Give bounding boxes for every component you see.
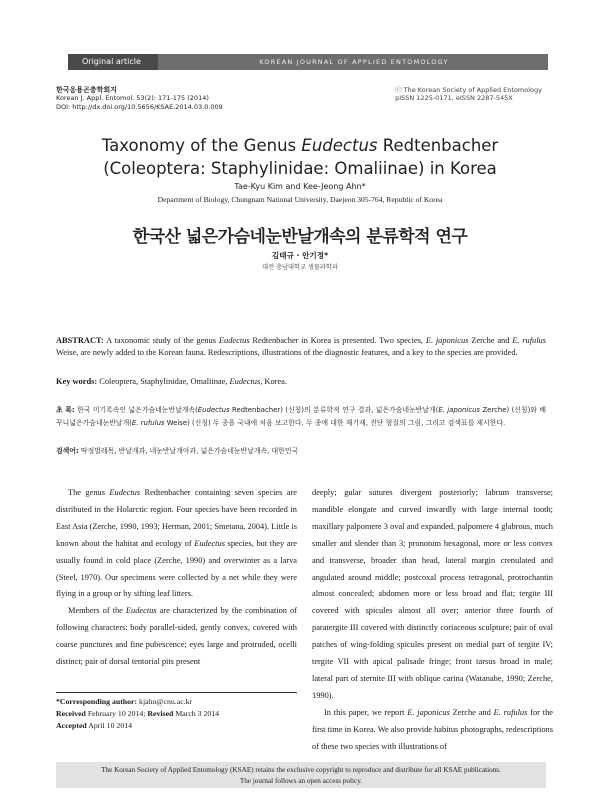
- journal-title-korean: 한국응용곤충학회지: [56, 86, 117, 94]
- korean-affiliation: 대전 충남대학교 생물과학과: [262, 264, 338, 271]
- genus-name: Eudectus: [229, 377, 261, 386]
- corresponding-email[interactable]: kjahn@cnu.ac.kr: [137, 697, 193, 706]
- body-column-left: [56, 485, 297, 671]
- title-line-2: (Coleoptera: Staphylinidae: Omaliinae) in Korea: [103, 159, 497, 178]
- body-text: Zerche and: [449, 707, 494, 717]
- korean-abstract-text: 한국 미기록속인 넓은가슴네눈반날개속(: [74, 406, 198, 414]
- paragraph: deeply; gular sutures divergent posteriorly; labrum transverse; mandible elongate and curved inwardly with large internal tooth; maxillary palpomere 3 oval and expanded, palpomere 4 glabrous, much smaller and slender than 3; pronotum hexagonal, more or less convex and transverse, broader than head, lateral margin crenulated and angulated around middle; postcoxal process tetragonal, protrochantin almost concealed; abdomen more or less broad and flat; tergite III covered with spicules almost all over; anterior three fourth of paratergite III covered with distinctly coriaceous sculpture; pair of oval patches of wing-folding spicules present on medial part of tergite IV; tergite VII with apical palisade fringe; front tarsus broad in male; lateral part of sternite III with oblique carina (Watanabe, 1990; Zerche, 1990).: [312, 488, 553, 700]
- korean-abstract-text: Zerche) (신칭)와 배꾸니넓은가슴네눈반날개(: [56, 406, 546, 427]
- footnote-divider: [56, 692, 297, 693]
- revised-label: Revised: [147, 709, 174, 718]
- species-name: E. rufulus: [512, 336, 546, 345]
- keywords-label: Key words:: [56, 377, 98, 386]
- copyright-society: ⓒ The Korean Society of Applied Entomology: [395, 86, 542, 94]
- title-text: Redtenbacher: [377, 136, 499, 155]
- corresponding-author-label: *Corresponding author:: [56, 697, 138, 706]
- abstract-text: Redtenbacher in Korea is presented. Two species,: [249, 336, 426, 345]
- journal-name-header: KOREAN JOURNAL OF APPLIED ENTOMOLOGY: [259, 58, 449, 66]
- copyright-line: The Korean Society of Applied Entomology (KSAE) retains the exclusive copyright to reproduce and distribute for all KSAE publications.: [101, 766, 501, 774]
- paragraph: [56, 485, 297, 603]
- species-name: E. japonicus: [438, 406, 481, 414]
- species-name: E. japonicus: [407, 707, 450, 717]
- paragraph: [312, 705, 553, 756]
- korean-abstract-label: 초 록:: [56, 406, 75, 414]
- abstract: [56, 335, 546, 358]
- genus-name: Eudectus: [218, 336, 250, 345]
- affiliation: Department of Biology, Chungnam National University, Daejeon 305-764, Republic of Korea: [157, 195, 443, 204]
- body-text: Members of the: [68, 606, 126, 616]
- keywords: [56, 376, 546, 387]
- revised-date: March 3 2014: [173, 709, 220, 718]
- open-access-line: The journal follows an open access policy.: [239, 777, 363, 785]
- citation: Korean J. Appl. Entomol. 53(2): 171-175 (2014): [56, 94, 209, 103]
- body-text: species, but they are usually found in cold place (Zerche, 1990) and overwinter as a larva (Steel, 1970). Our specimens were collected by a net while they were flying in a group or by sifting leaf litters.: [56, 538, 297, 599]
- korean-keywords-text: 딱정벌레목, 반날개과, 네눈반날개아과, 넓은가슴네눈반날개속, 대한민국: [78, 447, 299, 455]
- body-text: The genus: [68, 488, 110, 497]
- abstract-text: Zerche and: [468, 336, 513, 345]
- korean-title: 한국산 넓은가슴네눈반날개속의 분류학적 연구: [132, 227, 468, 247]
- korean-abstract: [56, 404, 546, 430]
- abstract-label: ABSTRACT:: [56, 336, 104, 345]
- keywords-text: Coleoptera, Staphylinidae, Omaliinae,: [97, 377, 230, 386]
- species-name: E. japonicus: [425, 336, 469, 345]
- species-name: E. rufulus: [131, 419, 165, 427]
- species-name: E. rufulus: [493, 707, 528, 717]
- authors: Tae-Kyu Kim and Kee-Jeong Ahn*: [234, 182, 366, 191]
- korean-keywords-label: 검색어:: [56, 447, 79, 455]
- article-type-tab: Original article: [68, 54, 158, 70]
- korean-keywords: [56, 446, 546, 457]
- title-genus: Eudectus: [301, 136, 378, 155]
- doi-link[interactable]: DOI: http://dx.doi.org/10.5656/KSAE.2014.03.0.009: [56, 102, 223, 111]
- correspondence-block: [56, 696, 297, 732]
- genus-name: Eudectus: [197, 406, 230, 414]
- body-text: for the first time in Korea. We also provide habitus photographs, redescriptions of these two species with illustrations of: [312, 707, 554, 751]
- copyright-footer: [56, 762, 546, 788]
- body-text: In this paper, we report: [324, 707, 408, 717]
- article-title: [0, 134, 600, 180]
- body-column-right: [312, 485, 553, 756]
- accepted-label: Accepted: [56, 721, 87, 730]
- accepted-date: April 10 2014: [86, 721, 133, 730]
- body-text: are characterized by the combination of following characters: body parallel-sided, gently convex, covered with coarse punctures and fine pubescence; eyes large and protruded, ocelli distinct; pair of dorsal tentorial pits present: [56, 606, 297, 667]
- body-text: Redtenbacher containing seven species are distributed in the Holarctic region. Four species have been recorded in East Asia (Zerche, 1990, 1993; Herman, 2001; Smetana, 2004). Little is known about the habitat and ecology of: [56, 488, 298, 548]
- genus-name: Eudectus: [194, 538, 225, 548]
- abstract-text: A taxonomic study of the genus: [103, 336, 219, 345]
- received-date: February 10 2014;: [85, 709, 148, 718]
- abstract-text: Weise, are newly added to the Korean fauna. Redescriptions, illustrations of the diagnostic features, and a key to the species are provided.: [56, 347, 518, 357]
- genus-name: Eudectus: [125, 606, 157, 616]
- korean-authors: 김태규 · 안기정*: [271, 251, 329, 260]
- genus-name: Eudectus: [109, 488, 141, 497]
- korean-abstract-text: Weise) (신칭) 두 종을 국내에 처음 보고한다. 두 종에 대한 재기재, 진단 형질의 그림, 그리고 검색표를 제시한다.: [164, 419, 506, 427]
- paragraph: [56, 603, 297, 671]
- keywords-text: , Korea.: [260, 377, 287, 386]
- title-text: Taxonomy of the Genus: [101, 136, 302, 155]
- korean-abstract-text: Redtenbacher) (신칭)의 분류학적 연구 결과, 넓은가슴네눈반날개(: [229, 406, 439, 414]
- citation-block: [56, 86, 223, 111]
- issn: pISSN 1225-0171, eISSN 2287-545X: [395, 94, 513, 103]
- society-block: [395, 86, 542, 103]
- received-label: Received: [56, 709, 86, 718]
